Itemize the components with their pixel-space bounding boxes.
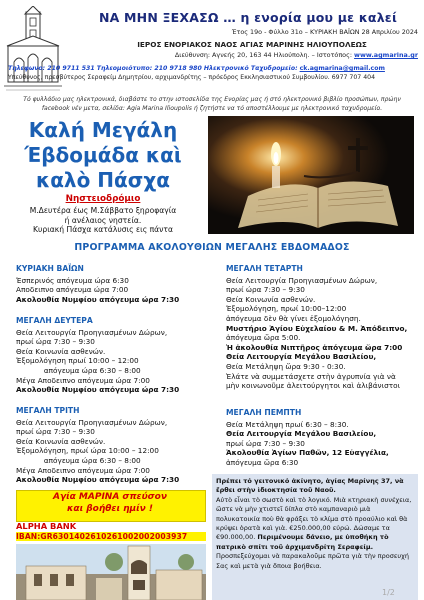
service-line: Θεία Μετάληψη ὥρα 9:30 - 0:30. (226, 361, 346, 371)
greeting-line-2: Έβδομάδα καὶ (24, 143, 182, 167)
service-line: Θεία Λειτουργία Προηγιασμένων Δώρων, (16, 327, 168, 337)
church-photo (16, 544, 206, 600)
service-line: απόγευμα ώρα 6:30 – 8:00 (16, 365, 141, 375)
parish-name: ΙΕΡΟΣ ΕΝΟΡΙΑΚΟΣ ΝΑΟΣ ΑΓΙΑΣ ΜΑΡΙΝΗΣ ΗΛΙΟΥΠΟΛΕΩΣ (137, 40, 367, 49)
service-line: μὴν κοινωνοῦμε ἀλειτούργητοι καὶ ἀλιβάνιστοι (226, 381, 401, 391)
service-line: πρωί ώρα 7:30 – 9:30 (16, 337, 95, 347)
service-line: Μέγα Αποδειπνο απόγευμα ώρα 7:00 (16, 465, 150, 475)
appeal-line-1: Αγία ΜΑΡΙΝΑ σπεύσον (53, 492, 167, 502)
issue-line: Έτος 19ο - Φύλλο 31ο – ΚΥΡΙΑΚΗ ΒΑΪΩΝ 28 Απριλίου 2024 (231, 28, 418, 36)
phones-label: Τηλεφωνο: 210 9711 531 Τηλεομοιότυπο: 210 9718 980 Ηλεκτρονικό Ταχυδρομείο: (8, 65, 298, 72)
service-line: Θεία Μετάληψη πρωί 6:30 – 8:30. (226, 419, 349, 429)
service-line: πρωί ώρα 7:30 – 9:30 (16, 427, 95, 437)
service-line: Θεία Κοινωνία ασθενών. (226, 294, 316, 304)
service-line: Μυστήριο Ἁγίου Εὐχελαίου & Μ. Ἀπόδειπνο, (226, 323, 408, 333)
day-block-holy-thursday (226, 408, 424, 468)
service-line: Θεία Κοινωνία ασθενών. (16, 436, 106, 446)
property-appeal-text (216, 477, 414, 571)
service-line: Ακολουθία Νυμφίου απόγευμα ώρα 7:30 (16, 294, 180, 304)
service-line: Θεία Λειτουργία Προηγιασμένων Δώρων, (226, 275, 378, 285)
fasting-line-1: Μ.Δευτέρα έως Μ.Σάββατο ξηροφαγία (29, 206, 177, 215)
day-title: ΜΕΓΑΛΗ ΠΕΜΠΤΗ (226, 408, 302, 417)
email-link[interactable]: ck.agmarina@gmail.com (299, 65, 385, 72)
day-title: ΜΕΓΑΛΗ ΤΡΙΤΗ (16, 406, 80, 415)
service-line: Ακολουθία Νυμφίου απόγευμα ώρα 7:30 (16, 475, 180, 485)
contacts-block (8, 64, 420, 82)
address-line (78, 51, 418, 59)
responsible-line: Υπεύθυνος, πρεσβύτερος Σεραφείμ Δημητρίου, αρχιμανδρίτης – πρόεδρος Εκκλησιαστικού Συμβουλίου. 6977 707 404 (8, 74, 376, 81)
service-line: ἀπόγευμα δὲν θὰ γίνει ἐξομολόγηση. (226, 313, 361, 323)
address-label: Διεύθυνση: Αγνεής 20, 163 44 Ηλιούπολη. – Ιστοτόπος: (174, 51, 352, 59)
service-line: Θεία Κοινωνία ασθενών. (16, 346, 106, 356)
service-line: Αποδειπνο απόγευμα ώρα 7:00 (16, 285, 129, 295)
service-line: Θεία Λειτουργία Μεγάλου Βασιλείου, (226, 429, 377, 439)
service-line: Ακολουθία Νυμφίου απόγευμα ώρα 7:30 (16, 385, 180, 395)
property-note-p3: Περιμένουμε δάνειο, με ὑποθήκη τὸ πατρικὸ σπίτι τοῦ ἀρχιμανδρίτη Σεραφείμ. (216, 533, 389, 551)
phones-line (8, 64, 420, 73)
day-title: ΜΕΓΑΛΗ ΤΕΤΑΡΤΗ (226, 264, 303, 273)
day-block-palm-sunday (16, 264, 222, 304)
fasting-text (8, 206, 198, 235)
service-line: Ἐλάτε νὰ συμμετάσχετε στὴν ἀγρυπνία γιὰ νὰ (226, 371, 396, 381)
day-title: ΜΕΓΑΛΗ ΔΕΥΤΕΡΑ (16, 316, 93, 325)
service-line: Έξομολόγηση, πρωί ώρα 10:00 – 12:00 (16, 446, 159, 456)
service-line: ἀπόγευμα ὥρα 5:00. (226, 333, 301, 343)
candle-bible-photo (208, 116, 414, 234)
service-line: Μέγα Αποδειπνο απόγευμα ώρα 7:00 (16, 375, 150, 385)
fasting-line-2: ή ανέλαιος νηστεία. (64, 215, 142, 225)
service-line: Ἡ ἀκολουθία Νιπτῆρος ἀπόγευμα ὥρα 7:00 (226, 342, 403, 352)
easter-greeting (8, 118, 198, 193)
fasting-title: Νηστειοδρόμιο (65, 194, 141, 204)
page-number: 1/2 (382, 588, 395, 597)
newsletter-title: ΝΑ ΜΗΝ ΞΕΧΑΣΩ … η ενορία μου με καλεί (98, 10, 398, 25)
property-note-p1: Πρέπει τό γειτονικό ἀκίνητο, ἁγίας Μαρίνης 37, νὰ ἔρθει στὴν ἰδιοκτησία τοῦ Ναοῦ. (216, 477, 404, 495)
service-line: πρωί ώρα 7:30 – 9:30 (226, 438, 305, 448)
service-line: πρωί ώρα 7:30 – 9:30 (226, 285, 305, 295)
program-title: ΠΡΟΓΡΑΜΜΑ ΑΚΟΛΟΥΘΙΩΝ ΜΕΓΑΛΗΣ ΕΒΔΟΜΑΔΟΣ (74, 242, 350, 253)
iban-number: IBAN:GR6301402610261002002003937 (16, 532, 206, 541)
service-line: Έξομολόγηση πρωί 10:00 – 12:00 (16, 356, 139, 366)
service-line: Έξομολόγηση, πρωί 10:00–12:00 (226, 304, 347, 314)
service-line: απόγευμα ώρα 6:30 – 8:00 (16, 455, 141, 465)
bank-name: ALPHA BANK (16, 521, 77, 531)
online-notice: Τό φυλλάδιο μας ηλεκτρονικά, διαβάστε το στην ιστοσελίδα της Ενορίας μας ή στό ηλεκτρονικό βιβλίο προσώπων, πρώην facebook νέν μετα, σελίδα: Agia Marina Ilioupolis ή ζητήστε να τό αποστέλλουμε με ηλεκτρονικό ταχυδρομείο. (23, 96, 401, 112)
day-block-holy-tuesday (16, 406, 222, 485)
service-line: Θεία Λειτουργία Προηγιασμένων Δώρων, (16, 417, 168, 427)
website-link[interactable]: www.agmarina.gr (354, 51, 418, 59)
property-note-p4: Προσπεξεύχομαι νὰ παρακαλοῦμε πρῶτα γιὰ τὴν προσευχή Σας καὶ μετὰ γιὰ ὅποια βοήθεια. (216, 552, 410, 570)
greeting-line-1: Καλή Μεγάλη (28, 118, 178, 142)
greeting-line-3: καλὸ Πάσχα (35, 168, 170, 192)
service-line: Έσπερινός απόγευμα ώρα 6:30 (16, 275, 129, 285)
fasting-line-3: Κυριακή Πάσχα κατάλυσις εις πάντα (33, 225, 173, 235)
day-block-holy-monday (16, 316, 222, 395)
day-title: ΚΥΡΙΑΚΗ ΒΑΪΩΝ (16, 264, 84, 273)
appeal-line-2: και βοήθει ημίν ! (67, 503, 153, 514)
appeal-text (16, 492, 204, 515)
property-note-p2: Αὐτὸ εἶναι τὸ σωστὸ καὶ τὸ λογικό. Μιὰ κτηριακὴ συνέχεια, ὥστε νὰ μὴν χτιστεῖ δίπλα στὸ καμπαναριὸ μιὰ πολυκατοικία ποὺ θὰ φράξει τὸ κλίμα στὸ προαύλιο καὶ θὰ κρύψει ὁρατὰ καὶ γιὰ. €250.000,00 εὐρώ. Δώσαμε τα €90.000,00. (216, 495, 412, 542)
service-line: ἀπόγευμα ὥρα 6:30 (226, 457, 299, 467)
service-line: Θεία Λειτουργία Μεγάλου Βασιλείου, (226, 352, 377, 362)
service-line: Ἀκολουθία Ἁγίων Παθῶν, 12 Εὐαγγέλια, (226, 448, 389, 458)
day-block-holy-wednesday (226, 264, 424, 391)
